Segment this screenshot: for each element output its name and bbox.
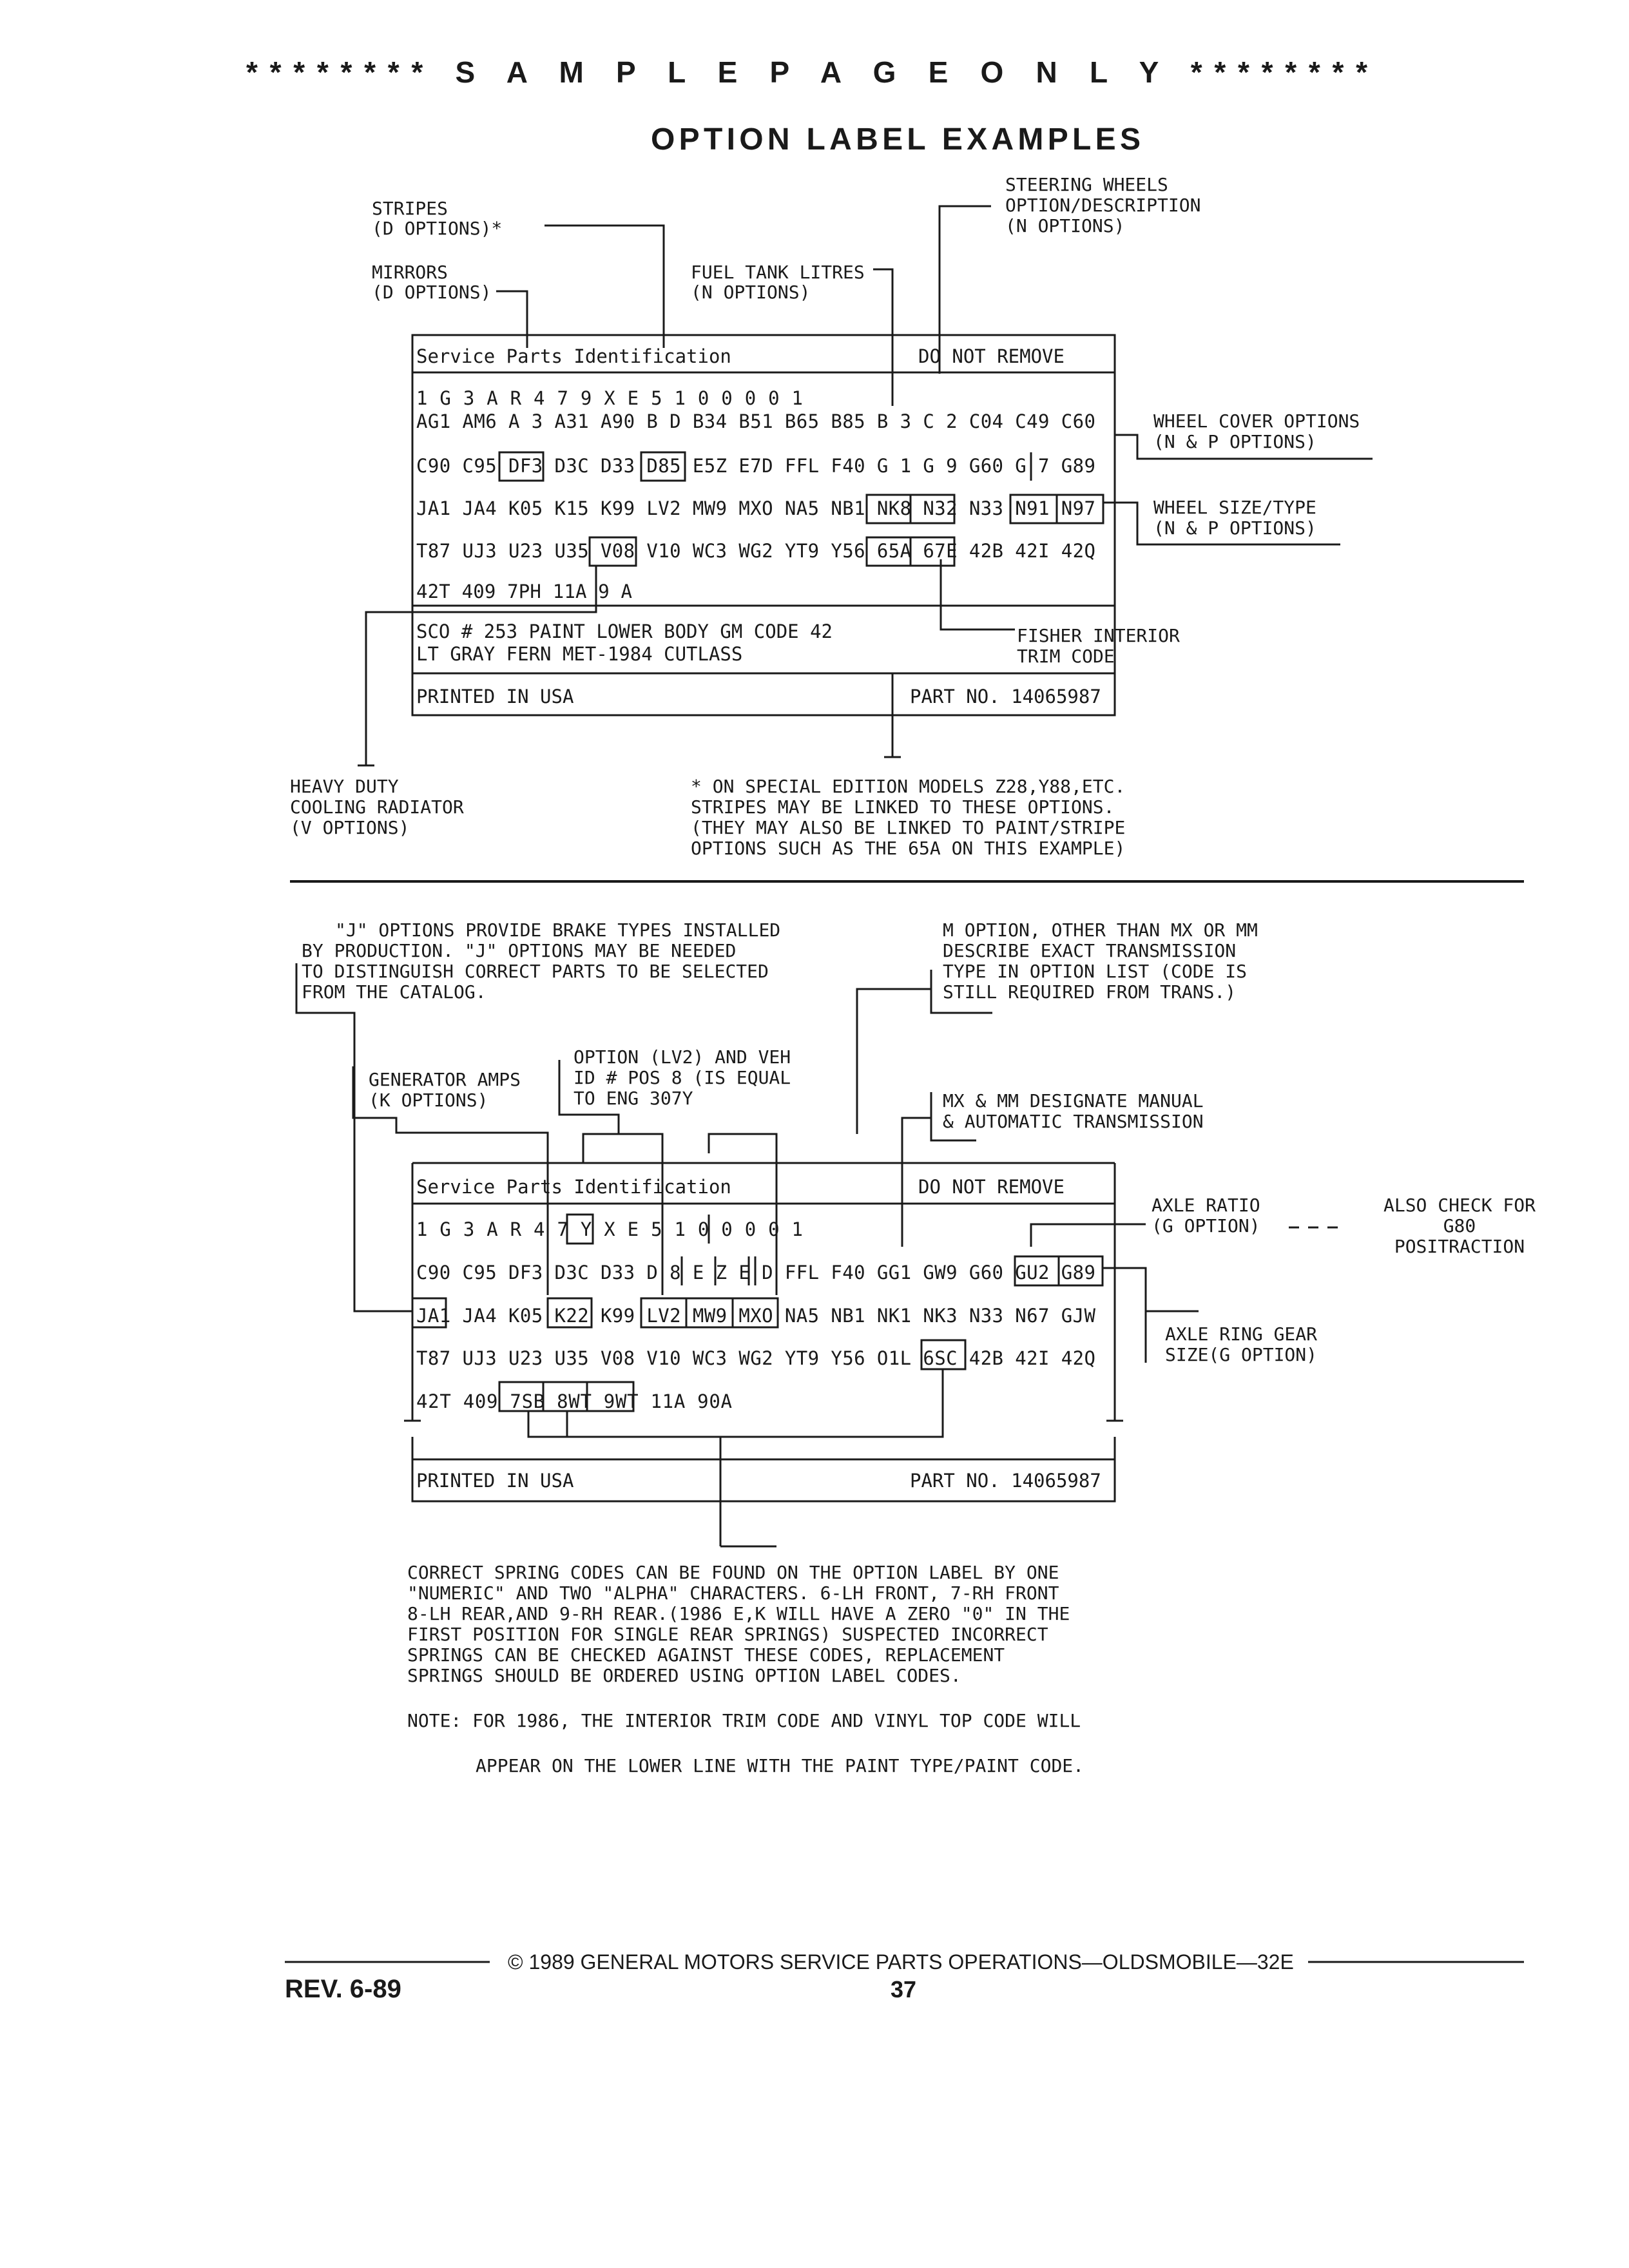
callout-fisher-interior [941,503,1180,670]
svg-text:(D OPTIONS)*: (D OPTIONS)* [372,218,503,239]
svg-text:"J" OPTIONS PROVIDE BRAKE TYPE: "J" OPTIONS PROVIDE BRAKE TYPES INSTALLED [335,919,781,941]
svg-text:FUEL TANK LITRES: FUEL TANK LITRES [691,262,865,283]
svg-text:MIRRORS: MIRRORS [372,262,448,283]
copyright: © 1989 GENERAL MOTORS SERVICE PARTS OPERATIONS—OLDSMOBILE—32E [508,1950,1294,1974]
svg-text:STEERING WHEELS: STEERING WHEELS [1005,174,1168,195]
svg-text:TYPE IN OPTION LIST (CODE IS: TYPE IN OPTION LIST (CODE IS [943,961,1248,982]
option-row: C90 C95 DF3 D3C D33 D 8 E Z E D FFL F40 GG1 GW9 G60 GU2 G89 [416,1262,1095,1283]
sco-line: SCO # 253 PAINT LOWER BODY GM CODE 42 [416,620,833,642]
page-title: OPTION LABEL EXAMPLES [651,122,1141,157]
svg-text:(D OPTIONS): (D OPTIONS) [372,282,492,303]
note-1986-line1: NOTE: FOR 1986, THE INTERIOR TRIM CODE AND VINYL TOP CODE WILL [407,1710,1081,1731]
option-row: 42T 409 7PH 11A 9 A [416,581,632,602]
callout-axle-ring-gear [1102,1268,1317,1365]
sample-banner: ******** S A M P L E P A G E O N L Y ******** [246,55,1368,89]
svg-text:SPRINGS CAN BE CHECKED AGA: SPRINGS CAN BE CHECKED AGAINST THESE CODES, REPLACEMENT [407,1644,1005,1666]
svg-text:G80: G80 [1443,1215,1476,1236]
svg-text:STILL REQUIRED FROM TRANS.): STILL REQUIRED FROM TRANS.) [943,981,1237,1003]
svg-text:OPTION (LV2) AND VEH: OPTION (LV2) AND VEH [574,1046,791,1068]
svg-text:CORRECT SPRING CODES CAN BE F: CORRECT SPRING CODES CAN BE FOUND ON THE OPTION LABEL BY ONE [407,1562,1059,1583]
callout-fuel-tank [691,262,892,406]
svg-text:SIZE(G OPTION): SIZE(G OPTION) [1165,1344,1318,1365]
svg-text:TRIM CODE: TRIM CODE [1017,646,1115,667]
svg-text:* ON SPECIAL EDITION MODELS Z2: * ON SPECIAL EDITION MODELS Z28,Y88,ETC. [691,776,1126,797]
svg-text:& AUTOMATIC TRANSMISSION: & AUTOMATIC TRANSMISSION [943,1111,1204,1132]
svg-text:STRIPES MAY BE LINKED TO THES: STRIPES MAY BE LINKED TO THESE OPTIONS. [691,796,1115,818]
option-row: C90 C95 DF3 D3C D33 D85 E5Z E7D FFL F40 G 1 G 9 G60 G 7 G89 [416,455,1095,477]
label-header-left: Service Parts Identification [416,1176,731,1198]
printed-in-usa: PRINTED IN USA [416,686,574,707]
page-number: 37 [890,1976,917,2003]
svg-text:(N OPTIONS): (N OPTIONS) [1005,215,1125,236]
svg-text:FIRST POSITION FOR SINGLE RE: FIRST POSITION FOR SINGLE REAR SPRINGS) SUSPECTED INCORRECT [407,1624,1048,1645]
svg-text:WHEEL SIZE/TYPE: WHEEL SIZE/TYPE [1153,497,1316,518]
svg-text:MX & MM DESIGNATE MANUAL: MX & MM DESIGNATE MANUAL [943,1090,1204,1111]
option-label-top [412,335,1115,757]
sco-line: LT GRAY FERN MET-1984 CUTLASS [416,643,743,665]
printed-in-usa: PRINTED IN USA [416,1470,574,1492]
svg-text:TO ENG 307Y: TO ENG 307Y [574,1088,693,1109]
note-1986-line2: APPEAR ON THE LOWER LINE WITH THE PAINT TYPE/PAINT CODE. [476,1755,1084,1776]
callout-wheel-size [1103,497,1340,544]
option-row: JA1 JA4 K05 K15 K99 LV2 MW9 MXO NA5 NB1 NK8 N32 N33 N91 N97 [416,497,1095,519]
svg-text:DESCRIBE EXACT TRANSMISSION: DESCRIBE EXACT TRANSMISSION [943,940,1237,961]
svg-text:8-LH REAR,AND 9-RH REAR.(1986: 8-LH REAR,AND 9-RH REAR.(1986 E,K WILL HAVE A ZERO "0" IN THE [407,1603,1070,1624]
label-header-right: DO NOT REMOVE [918,345,1065,367]
svg-text:(N & P OPTIONS): (N & P OPTIONS) [1153,517,1316,539]
label-header-right: DO NOT REMOVE [918,1176,1065,1198]
svg-text:AXLE RATIO: AXLE RATIO [1152,1195,1260,1216]
callout-j-options [296,919,780,1311]
callout-also-check [1383,1195,1536,1257]
svg-text:"NUMERIC" AND TWO "ALPHA" CHAR: "NUMERIC" AND TWO "ALPHA" CHARACTERS. 6-LH FRONT, 7-RH FRONT [407,1582,1059,1604]
svg-text:BY PRODUCTION. "J" OPTIONS MAY: BY PRODUCTION. "J" OPTIONS MAY BE NEEDED [302,940,737,961]
option-row: JA1 JA4 K05 K22 K99 LV2 MW9 MXO NA5 NB1 NK1 NK3 N33 N67 GJW [416,1305,1095,1327]
svg-text:HEAVY DUTY: HEAVY DUTY [290,776,399,797]
svg-text:POSITRACTION: POSITRACTION [1394,1236,1525,1257]
callout-wheel-cover [1115,410,1373,459]
svg-text:STRIPES: STRIPES [372,198,448,219]
svg-text:TO DISTINGUISH CORRECT PARTS T: TO DISTINGUISH CORRECT PARTS TO BE SELECTED [302,961,769,982]
svg-text:OPTIONS SUCH AS THE 65A ON THI: OPTIONS SUCH AS THE 65A ON THIS EXAMPLE) [691,838,1126,859]
revision: REV. 6-89 [285,1975,401,2003]
vin-row: 1 G 3 A R 4 7 9 X E 5 1 0 0 0 0 1 [416,387,803,409]
svg-text:ID # POS 8 (IS EQUAL: ID # POS 8 (IS EQUAL [574,1067,791,1088]
callout-axle-ratio [1031,1195,1344,1247]
svg-text:ALSO CHECK FOR: ALSO CHECK FOR [1383,1195,1536,1216]
svg-text:(V OPTIONS): (V OPTIONS) [290,817,410,838]
option-label-bottom [404,1163,1123,1546]
svg-text:(K OPTIONS): (K OPTIONS) [369,1090,488,1111]
svg-text:OPTION/DESCRIPTION: OPTION/DESCRIPTION [1005,195,1201,216]
option-row: T87 UJ3 U23 U35 V08 V10 WC3 WG2 YT9 Y56 65A 67E 42B 42I 42Q [416,540,1095,562]
vin-row: 1 G 3 A R 4 7 Y X E 5 1 0 0 0 0 1 [416,1218,803,1240]
svg-text:FROM THE CATALOG.: FROM THE CATALOG. [302,981,487,1003]
label-header-left: Service Parts Identification [416,345,731,367]
part-number: PART NO. 14065987 [910,686,1101,707]
svg-text:(N OPTIONS): (N OPTIONS) [691,282,811,303]
svg-text:(THEY MAY ALSO BE LINKED TO PA: (THEY MAY ALSO BE LINKED TO PAINT/STRIPE [691,817,1126,838]
special-edition-note [691,776,1125,859]
spring-codes-note [407,1562,1070,1686]
svg-text:(N & P OPTIONS): (N & P OPTIONS) [1153,431,1316,452]
option-row: AG1 AM6 A 3 A31 A90 B D B34 B51 B65 B85 B 3 C 2 C04 C49 C60 [416,410,1095,432]
svg-text:COOLING RADIATOR: COOLING RADIATOR [290,796,464,818]
svg-text:AXLE RING GEAR: AXLE RING GEAR [1165,1323,1318,1345]
option-row: 42T 409 7SB 8WT 9WT 11A 90A [416,1390,732,1412]
callout-steering-wheels [940,174,1200,374]
svg-text:WHEEL COVER OPTIONS: WHEEL COVER OPTIONS [1153,410,1360,432]
svg-text:GENERATOR AMPS: GENERATOR AMPS [369,1069,521,1090]
svg-text:M OPTION, OTHER THAN MX OR MM: M OPTION, OTHER THAN MX OR MM [943,919,1258,941]
svg-text:(G OPTION): (G OPTION) [1152,1215,1260,1236]
option-row: T87 UJ3 U23 U35 V08 V10 WC3 WG2 YT9 Y56 O1L 6SC 42B 42I 42Q [416,1347,1095,1369]
svg-text:FISHER INTERIOR: FISHER INTERIOR [1017,625,1180,646]
part-number: PART NO. 14065987 [910,1470,1101,1492]
svg-text:SPRINGS SHOULD BE ORDERED USIN: SPRINGS SHOULD BE ORDERED USING OPTION LABEL CODES. [407,1665,961,1686]
